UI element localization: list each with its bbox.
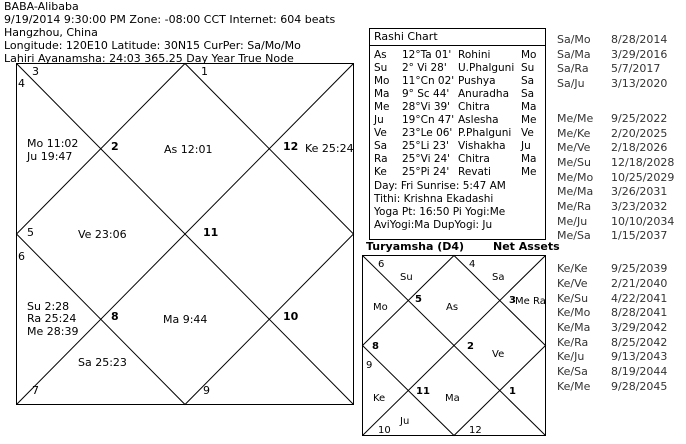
dasha-date: 8/25/2042 [611,335,668,349]
rashi-cell-nak: Revati [458,166,491,178]
dasha-date: 10/10/2034 [611,214,675,228]
dasha-date: 12/18/2028 [611,155,675,169]
planet-moon: Mo 11:02 [27,137,79,150]
dasha-date: 2/21/2040 [611,276,668,290]
dasha-period: Ke/Me [557,379,591,393]
dasha-date: 4/22/2041 [611,291,668,305]
d4-planet-mars: Ma [445,393,460,404]
planet-sun: Su 2:28 [27,300,70,313]
planet-mercury: Me 28:39 [27,325,79,338]
dasha-period: Me/Ra [557,200,592,213]
d4-planet-mercury-rahu: Me Ra [515,296,546,307]
d4-chart-lines [363,256,546,436]
birth-place: Hangzhou, China [4,26,98,39]
dasha-period: Sa/Ra [557,62,589,76]
d4-planet-jupiter: Ju [400,416,410,427]
rashi-cell-lord: Ma [521,101,537,113]
planet-ketu: Ke 25:24 [305,142,354,155]
rashi-cell-deg: 25°Vi 24' [402,153,451,165]
rashi-cell-lord: Ve [521,127,534,139]
rashi-cell-nak: Aslesha [458,114,499,126]
dasha-period: Me/Ma [557,185,594,199]
rashi-cell-lord: Me [521,166,537,178]
dasha-date: 8/28/2041 [611,306,668,320]
rashi-cell-p: Ve [374,127,387,139]
rashi-cell-deg: 19°Cn 47' [402,114,455,126]
rashi-cell-p: Ju [374,114,384,126]
rashi-cell-deg: 25°Pi 24' [402,166,450,178]
dasha-period: Ke/Ve [557,276,588,290]
rashi-cell-lord: Sa [521,75,535,87]
rashi-cell-deg: 2° Vi 28' [402,62,447,74]
house-6-number: 6 [18,250,25,263]
d4-title: Turyamsha (D4) [366,240,465,253]
d4-planet-ascendant: As [446,302,459,313]
rashi-cell-nak: U.Phalguni [458,62,515,74]
dasha-period: Sa/Ma [557,47,591,61]
rashi-cell-deg: 9° Sc 44' [402,88,450,100]
d4-house-8: 8 [372,341,379,352]
rashi-cell-p: Ke [374,166,387,178]
rashi-avayogi: AviYogi:Ma DupYogi: Ju [374,219,493,231]
rashi-cell-lord: Ma [521,153,537,165]
d4-house-9: 9 [366,360,373,371]
d4-planet-sun: Su [400,272,413,283]
dasha-period: Ke/Mo [557,306,591,320]
d4-planet-saturn: Sa [492,272,505,283]
dasha-date: 3/29/2042 [611,320,668,334]
dasha-date: 8/28/2014 [611,33,668,46]
dasha-period: Ke/Su [557,291,589,305]
dasha-period: Ke/Ma [557,320,591,334]
dasha-period: Sa/Mo [557,33,591,46]
rashi-day: Day: Fri Sunrise: 5:47 AM [374,180,506,192]
rashi-cell-deg: 25°Li 23' [402,140,449,152]
d4-planet-venus: Ve [492,349,505,360]
dasha-period: Me/Mo [557,170,594,184]
rashi-cell-lord: Su [521,62,535,74]
rashi-tithi: Tithi: Krishna Ekadashi [374,193,494,205]
dasha-date: 9/25/2022 [611,111,668,125]
ayanamsha-line: Lahiri Ayanamsha: 24:03 365.25 Day Year True Node [4,52,294,65]
dasha-date: 9/25/2039 [611,262,668,276]
rashi-cell-nak: Pushya [458,75,496,87]
rashi-yoga: Yoga Pt: 16:50 Pi Yogi:Me [374,206,506,218]
d4-house-12: 12 [469,425,482,436]
dasha-date: 2/20/2025 [611,126,668,140]
dasha-period: Ke/Ju [557,350,585,364]
d4-house-11: 11 [416,386,430,397]
rashi-cell-deg: 11°Cn 02' [402,75,455,87]
dasha-date: 5/7/2017 [611,62,661,76]
d4-house-1: 1 [509,386,516,397]
dasha-date: 10/25/2029 [611,170,675,184]
birth-datetime: 9/19/2014 9:30:00 PM Zone: -08:00 CCT Internet: 604 beats [4,13,336,26]
house-3-number: 3 [32,65,39,78]
rashi-cell-deg: 23°Le 06' [402,127,453,139]
house-9-number: 9 [203,384,210,397]
house-2-number: 2 [111,140,119,153]
dasha-date: 1/15/2037 [611,229,668,243]
rashi-cell-p: Su [374,62,388,74]
house-4-number: 4 [18,77,25,90]
rashi-cell-nak: Anuradha [458,88,509,100]
rashi-cell-p: Sa [374,140,388,152]
rashi-cell-nak: Chitra [458,153,490,165]
d4-house-10: 10 [378,425,391,436]
dasha-period: Me/Sa [557,229,591,243]
d4-house-4: 4 [469,259,476,270]
rashi-cell-p: Me [374,101,390,113]
chart-name: BABA-Alibaba [4,0,79,13]
d4-planet-ketu: Ke [373,393,386,404]
dasha-date: 9/28/2045 [611,379,668,393]
planet-ascendant: As 12:01 [164,143,213,156]
house-8-number: 8 [111,310,119,323]
dasha-date: 3/29/2016 [611,47,668,61]
rashi-cell-lord: Me [521,114,537,126]
dasha-period: Ke/Sa [557,365,588,378]
d4-house-5: 5 [415,294,422,305]
rashi-cell-nak: Vishakha [458,140,506,152]
dasha-date: 3/13/2020 [611,77,668,91]
rashi-cell-nak: P.Phalguni [458,127,512,139]
dasha-period: Sa/Ju [557,77,585,91]
dasha-period: Ke/Ra [557,335,589,349]
dasha-period: Me/Ju [557,214,588,228]
rashi-cell-nak: Rohini [458,49,491,61]
rashi-title: Rashi Chart [374,30,438,43]
rashi-cell-p: Mo [374,75,390,87]
d4-house-2: 2 [467,341,474,352]
dasha-period: Me/Su [557,155,591,169]
house-10-number: 10 [283,310,299,323]
planet-venus: Ve 23:06 [78,228,127,241]
rashi-cell-p: Ma [374,88,390,100]
d4-house-3: 3 [509,295,516,306]
house-1-number: 1 [201,65,208,78]
dasha-date: 3/23/2032 [611,200,668,213]
house-5-number: 5 [27,226,34,239]
dasha-date: 3/26/2031 [611,185,668,199]
dasha-period: Ke/Ke [557,262,588,276]
rashi-cell-nak: Chitra [458,101,490,113]
rashi-cell-deg: 12°Ta 01' [402,49,452,61]
rashi-cell-p: Ra [374,153,388,165]
dasha-date: 2/18/2026 [611,141,668,155]
d4-planet-moon: Mo [373,302,388,313]
house-11-number: 11 [203,226,219,239]
rashi-cell-deg: 28°Vi 39' [402,101,451,113]
planet-mars: Ma 9:44 [163,313,208,326]
dasha-period: Me/Ke [557,126,591,140]
planet-jupiter: Ju 19:47 [27,150,73,163]
rashi-cell-lord: Mo [521,49,537,61]
dasha-date: 8/19/2044 [611,365,668,378]
house-12-number: 12 [283,140,299,153]
coordinates-line: Longitude: 120E10 Latitude: 30N15 CurPer: Sa/Mo/Mo [4,39,301,52]
planet-saturn: Sa 25:23 [78,356,127,369]
rashi-cell-lord: Sa [521,88,535,100]
planet-rahu: Ra 25:24 [27,312,77,325]
rashi-cell-lord: Ju [521,140,531,152]
dasha-date: 9/13/2043 [611,350,668,364]
net-assets-label: Net Assets [493,240,560,253]
rashi-cell-p: As [374,49,387,61]
house-7-number: 7 [32,384,39,397]
d4-house-6: 6 [378,259,385,270]
dasha-period: Me/Ve [557,141,591,155]
dasha-period: Me/Me [557,111,594,125]
